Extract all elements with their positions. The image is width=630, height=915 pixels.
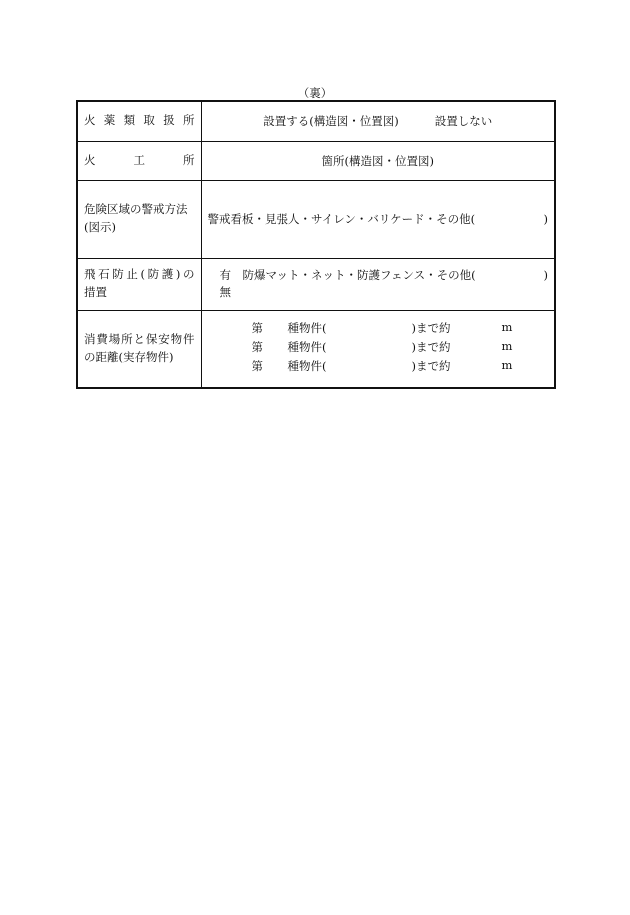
flying-rock-label-line2: 措置 xyxy=(84,285,107,299)
distance-line-unit: m xyxy=(501,320,513,335)
distance-label-line1: 消費場所と保安物件 xyxy=(84,331,195,346)
distance-value-cell xyxy=(201,310,555,388)
distance-line-close: )まで約 xyxy=(411,359,451,374)
flying-rock-option-no: 無 xyxy=(219,285,231,299)
storage-row xyxy=(77,101,555,141)
flying-rock-row xyxy=(77,258,555,310)
distance-line-no: 第 xyxy=(251,359,263,374)
explosives-consumption-form-table xyxy=(76,100,556,389)
distance-row xyxy=(77,310,555,388)
danger-zone-label-cell xyxy=(77,180,201,258)
distance-line-unit: m xyxy=(501,358,513,373)
distance-line-close: )まで約 xyxy=(411,340,451,355)
distance-line xyxy=(208,320,549,339)
storage-value-cell xyxy=(201,101,555,141)
distance-line-kind: 種物件( xyxy=(287,340,327,355)
distance-line-no: 第 xyxy=(251,340,263,355)
flying-rock-close-paren: ) xyxy=(543,268,548,282)
distance-line-close: )まで約 xyxy=(411,321,451,336)
storage-option-install: 設置する(構造図・位置図) xyxy=(263,114,399,129)
fire-work-label: 火工所 xyxy=(84,152,195,167)
fire-work-value-cell xyxy=(201,141,555,180)
storage-option-none: 設置しない xyxy=(434,114,493,129)
fire-work-value: 箇所(構造図・位置図) xyxy=(321,153,434,168)
storage-label: 火薬類取扱所 xyxy=(84,113,195,128)
distance-line-no: 第 xyxy=(251,321,263,336)
page-heading: （裏） xyxy=(297,86,333,100)
distance-line xyxy=(208,358,549,377)
distance-line-kind: 種物件( xyxy=(287,321,327,336)
distance-line-kind: 種物件( xyxy=(287,359,327,374)
danger-zone-close-paren: ) xyxy=(543,212,548,226)
distance-label-cell xyxy=(77,310,201,388)
fire-work-row xyxy=(77,141,555,180)
distance-line xyxy=(208,339,549,358)
distance-label-line2: の距離(実存物件) xyxy=(84,349,174,364)
fire-work-label-cell xyxy=(77,141,201,180)
danger-zone-value: 警戒看板・見張人・サイレン・バリケード・その他( xyxy=(207,212,476,226)
danger-zone-label-line2: (図示) xyxy=(84,220,116,234)
flying-rock-option-yes: 有 防爆マット・ネット・防護フェンス・その他( xyxy=(219,268,476,282)
flying-rock-label-cell xyxy=(77,258,201,310)
storage-label-cell xyxy=(77,101,201,141)
flying-rock-label-line1: 飛石防止(防護)の xyxy=(84,267,195,282)
distance-line-unit: m xyxy=(501,339,513,354)
danger-zone-value-cell xyxy=(201,180,555,258)
danger-zone-label-line1: 危険区域の警戒方法 xyxy=(84,202,188,217)
danger-zone-row xyxy=(77,180,555,258)
flying-rock-value-cell xyxy=(201,258,555,310)
